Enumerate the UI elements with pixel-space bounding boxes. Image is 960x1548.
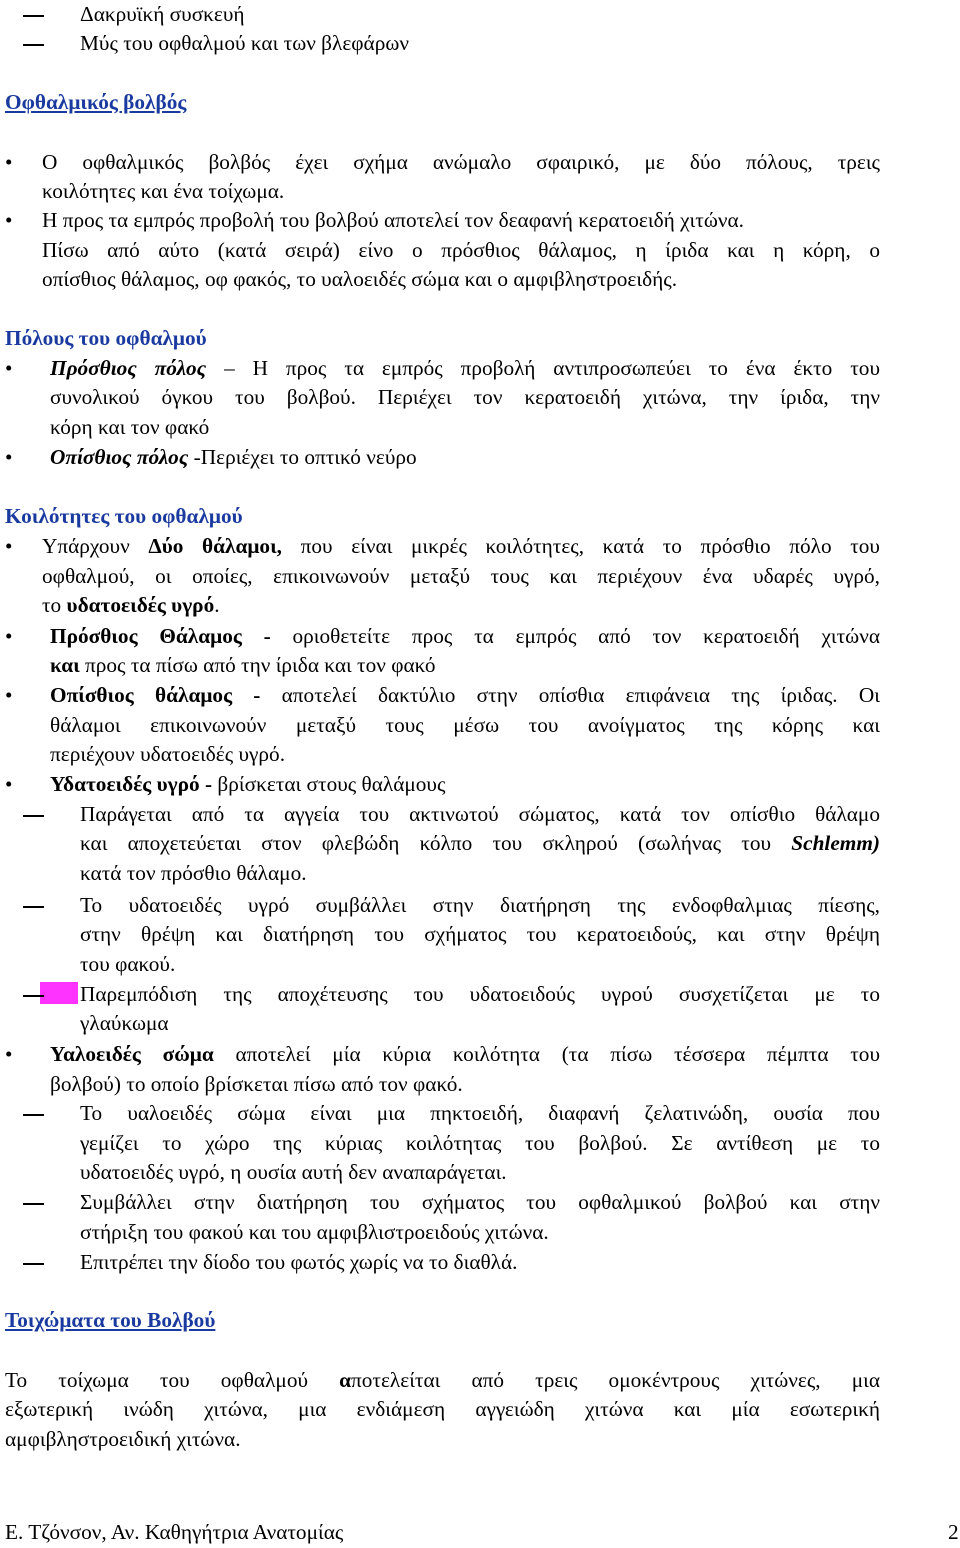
list-item: Παράγεται από τα αγγεία του ακτινωτού σώματος, κατά τον οπίσθιο θάλαμο: [80, 800, 880, 830]
page-number: 2: [948, 1520, 959, 1544]
paragraph-line: θάλαμοι επικοινωνούν μεταξύ τους μέσω του ανοίγματος της κόρης και: [50, 713, 880, 737]
line-text: οριοθετείτε προς τα εμπρός από τον κερατοειδή χιτώνα: [270, 624, 880, 648]
term-posterior-pole: Οπίσθιος πόλος: [50, 445, 189, 469]
paragraph-line: γεμίζει το χώρο της κύριας κοιλότητας του βολβού. Σε αντίθεση με το: [80, 1131, 880, 1155]
paragraph-line: [50, 770, 445, 800]
paragraph-line: κόρη και τον φακό: [50, 415, 210, 439]
paragraph-line: Ο οφθαλμικός βολβός έχει σχήμα ανώμαλο σφαιρικό, με δύο πόλους, τρεις: [42, 150, 880, 174]
bold-text: α: [339, 1368, 352, 1392]
paragraph-line: [50, 1040, 880, 1070]
paragraph-line: εξωτερική ινώδη χιτώνα, μια ενδιάμεση αγγειώδη χιτώνα και μία εσωτερική: [5, 1397, 880, 1421]
bold-text: Οπίσθιος θάλαμος -: [50, 683, 261, 707]
bullet-icon: •: [5, 1042, 13, 1066]
paragraph-line: οπίσθιος θάλαμος, οφ φακός, το υαλοειδές σώμα και ο αμφιβληστροειδής.: [42, 267, 678, 291]
paragraph-line: οφθαλμού, οι οποίες, επικοινωνούν μεταξύ τους και περιέχουν ένα υδαρές υγρό,: [42, 564, 880, 588]
paragraph-line: γλαύκωμα: [80, 1011, 169, 1035]
line-text: – Η προς τα εμπρός προβολή αντιπροσωπεύει το ένα έκτο του: [206, 356, 880, 380]
line-text: Το τοίχωμα του οφθαλμού: [5, 1368, 340, 1392]
paragraph-line: περιέχουν υδατοειδές υγρό.: [50, 742, 286, 766]
paragraph-line: [50, 681, 880, 711]
list-item: [80, 0, 245, 30]
highlight-mark: [40, 982, 78, 1004]
paragraph-line: [50, 622, 880, 652]
list-item-text: Δακρυϊκή συσκευή: [80, 2, 245, 26]
line-text: αποτελεί μία κύρια κοιλότητα (τα πίσω τέσσερα πέμπτα του: [213, 1042, 881, 1066]
paragraph-line: Η προς τα εμπρός προβολή του βολβού αποτελεί τον δεαφανή κερατοειδή χιτώνα.: [42, 208, 744, 232]
bullet-icon: •: [5, 208, 13, 232]
paragraph-line: στην θρέψη και διατήρηση του σχήματος του κερατοειδούς, και στην θρέψη: [80, 922, 880, 946]
bold-text: Υδατοειδές υγρό -: [50, 772, 213, 796]
paragraph-line: του φακού.: [80, 952, 176, 976]
paragraph-line: [50, 354, 880, 384]
bold-text: και: [50, 653, 80, 677]
list-item: Επιτρέπει την δίοδο του φωτός χωρίς να το διαθλά.: [80, 1248, 517, 1278]
paragraph-line: κοιλότητες και ένα τοίχωμα.: [42, 179, 285, 203]
paragraph-line: [5, 1366, 880, 1396]
paragraph-line: Πίσω από αύτο (κατά σειρά) είνο ο πρόσθιος θάλαμος, η ίριδα και η κόρη, ο: [42, 238, 880, 262]
section-heading-walls: Τοιχώματα του Βολβού: [5, 1308, 216, 1332]
line-text: -Περιέχει το οπτικό νεύρο: [188, 445, 417, 469]
section-heading-cavities: Κοιλότητες του οφθαλμού: [5, 504, 243, 528]
line-text: προς τα πίσω από την ίριδα και τον φακό: [79, 653, 436, 677]
line-text: ποτελείται από τρεις ομοκέντρους χιτώνες, μια: [351, 1368, 880, 1392]
list-item-text: Μύς του οφθαλμού και των βλεφάρων: [80, 31, 409, 55]
line-text: και αποχετεύεται στον φλεβώδη κόλπο του σκληρού (σωλήνας του: [80, 831, 792, 855]
line-text: .: [214, 593, 220, 617]
bullet-icon: •: [5, 445, 13, 469]
list-item: Το υαλοειδές σώμα είναι μια πηκτοειδή, διαφανή ζελατινώδη, ουσία που: [80, 1099, 880, 1129]
bullet-icon: •: [5, 150, 13, 174]
paragraph-line: στήριξη του φακού και του αμφιβλιστροειδούς χιτώνα.: [80, 1220, 549, 1244]
bullet-icon: •: [5, 772, 13, 796]
bold-text: Υαλοειδές σώμα: [50, 1042, 214, 1066]
paragraph-line: συνολικού όγκου του βολβού. Περιέχει τον κερατοειδή χιτώνα, την ίριδα, την: [50, 385, 880, 409]
paragraph-line: [80, 829, 880, 859]
list-item: Το υδατοειδές υγρό συμβάλλει στην διατήρηση της ενδοφθαλμιας πίεσης,: [80, 891, 880, 921]
bold-text: υδατοειδές υγρό: [66, 593, 215, 617]
section-heading-poles: Πόλους του οφθαλμού: [5, 326, 207, 350]
section-heading-eyeball: Οφθαλμικός βολβός: [5, 90, 187, 114]
line-text: βρίσκεται στους θαλάμους: [212, 772, 446, 796]
paragraph-line: [50, 651, 436, 681]
paragraph-line: [42, 591, 220, 621]
line-text: το: [42, 593, 67, 617]
list-item: [80, 29, 409, 59]
paragraph-line: βολβού) το οποίο βρίσκεται πίσω από τον φακό.: [50, 1072, 463, 1096]
paragraph-line: υδατοειδές υγρό, η ουσία αυτή δεν αναπαράγεται.: [80, 1160, 507, 1184]
line-text: Υπάρχουν: [42, 534, 149, 558]
bullet-icon: •: [5, 356, 13, 380]
bullet-icon: •: [5, 624, 13, 648]
term-anterior-pole: Πρόσθιος πόλος: [50, 356, 207, 380]
paragraph-line: αμφιβληστροειδική χιτώνα.: [5, 1427, 241, 1451]
bold-italic-text: Schlemm): [791, 831, 880, 855]
bold-text: Πρόσθιος Θάλαμος -: [50, 624, 271, 648]
paragraph-line: κατά τον πρόσθιο θάλαμο.: [80, 861, 307, 885]
paragraph-line: [50, 443, 417, 473]
list-item: Παρεμπόδιση της αποχέτευσης του υδατοειδούς υγρού συσχετίζεται με το: [80, 980, 880, 1010]
line-text: που είναι μικρές κοιλότητες, κατά το πρόσθιο πόλο του: [282, 534, 880, 558]
paragraph-line: [42, 532, 880, 562]
bullet-icon: •: [5, 534, 13, 558]
page-footer: Ε. Τζόνσον, Αν. Καθηγήτρια Ανατομίας: [5, 1520, 344, 1544]
bullet-icon: •: [5, 683, 13, 707]
list-item: Συμβάλλει στην διατήρηση του σχήματος του οφθαλμικού βολβού και στην: [80, 1188, 880, 1218]
bold-text: Δύο θάλαμοι,: [148, 534, 283, 558]
line-text: αποτελεί δακτύλιο στην οπίσθια επιφάνεια της ίριδας. Οι: [260, 683, 880, 707]
